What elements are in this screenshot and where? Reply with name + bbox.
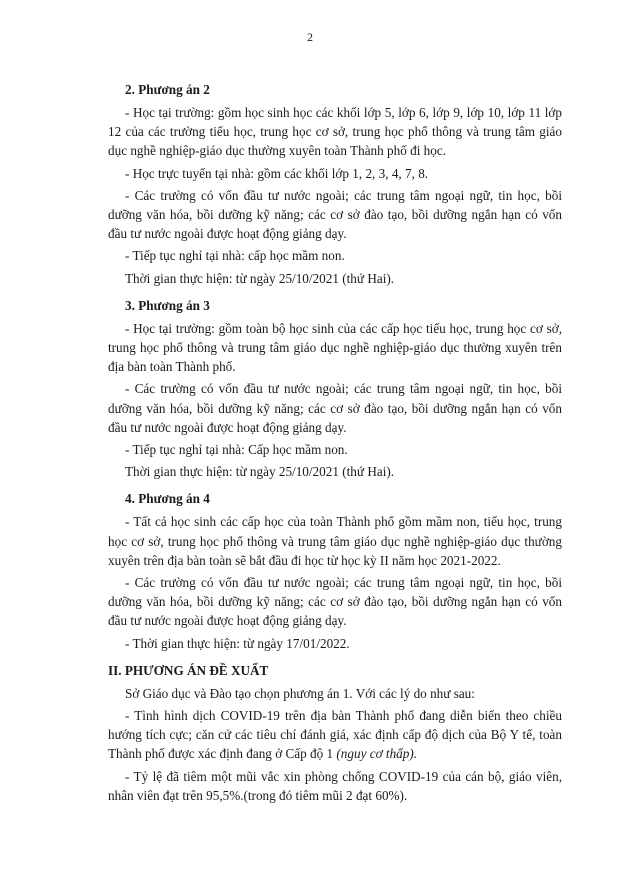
paragraph: - Các trường có vốn đầu tư nước ngoài; các trung tâm ngoại ngữ, tin học, bồi dưỡng văn hóa, bồi dưỡng kỹ năng; các cơ sở đào tạo, bồi dưỡng ngắn hạn có vốn đầu tư nước ngoài được hoạt động giảng dạy.: [108, 575, 562, 629]
paragraph: - Học tại trường: gồm toàn bộ học sinh của các cấp học tiểu học, trung học cơ sở, trung học phổ thông và trung tâm giáo dục nghề nghiệp-giáo dục thường xuyên trên địa bàn toàn Thành phố.: [108, 320, 562, 375]
paragraph: - Tỷ lệ đã tiêm một mũi vắc xin phòng chống COVID-19 của cán bộ, giáo viên, nhân viên đạt trên 95,5%.(trong đó tiêm mũi 2 đạt 60%).: [108, 768, 562, 803]
paragraph-text: - Tình hình dịch COVID-19 trên địa bàn Thành phố đang diễn biến theo chiều hướng tích cực; căn cứ các tiêu chí đánh giá, xác định cấp độ dịch của Bộ Y tế, toàn Thành phố được xác định đang ở Cấp độ 1: [108, 708, 562, 762]
paragraph: Sở Giáo dục và Đào tạo chọn phương án 1. Với các lý do như sau:: [125, 685, 475, 701]
paragraph: - Tất cả học sinh các cấp học của toàn Thành phố gồm mầm non, tiểu học, trung học cơ sở, trung học phổ thông và trung tâm giáo dục nghề nghiệp-giáo dục thường xuyên trên địa bàn toàn sẽ bắt đầu đi học từ học kỳ II năm học 2021-2022.: [108, 514, 562, 568]
paragraph: [108, 706, 562, 764]
paragraph: - Tiếp tục nghỉ tại nhà: Cấp học mầm non.: [125, 442, 348, 458]
page-number: 2: [307, 30, 313, 44]
section-heading-phuong-an-de-xuat: II. PHƯƠNG ÁN ĐỀ XUẤT: [108, 662, 269, 678]
paragraph: - Tiếp tục nghỉ tại nhà: cấp học mầm non.: [125, 248, 345, 264]
paragraph: - Các trường có vốn đầu tư nước ngoài; các trung tâm ngoại ngữ, tin học, bồi dưỡng văn hóa, bồi dưỡng kỹ năng; các cơ sở đào tạo, bồi dưỡng ngắn hạn có vốn đầu tư nước ngoài được hoạt động giảng dạy.: [108, 187, 562, 242]
section-heading-phuong-an-4: 4. Phương án 4: [125, 491, 210, 507]
paragraph-italic-text: (nguy cơ thấp).: [336, 746, 418, 762]
section-heading-phuong-an-3: 3. Phương án 3: [125, 297, 210, 313]
paragraph: Thời gian thực hiện: từ ngày 25/10/2021 (thứ Hai).: [125, 270, 395, 286]
paragraph: - Học tại trường: gồm học sinh học các khối lớp 5, lớp 6, lớp 9, lớp 10, lớp 11 lớp 12 của các trường tiểu học, trung học cơ sở, trung học phổ thông và trung tâm giáo dục nghề nghiệp-giáo dục thường xuyên toàn Thành phố đi học.: [108, 105, 562, 159]
paragraph: - Thời gian thực hiện: từ ngày 17/01/2022.: [125, 635, 350, 651]
paragraph: - Các trường có vốn đầu tư nước ngoài; các trung tâm ngoại ngữ, tin học, bồi dưỡng văn hóa, bồi dưỡng kỹ năng; các cơ sở đào tạo, bồi dưỡng ngắn hạn có vốn đầu tư nước ngoài được hoạt động giảng dạy.: [108, 381, 562, 435]
paragraph: Thời gian thực hiện: từ ngày 25/10/2021 (thứ Hai).: [125, 464, 395, 480]
paragraph: - Học trực tuyến tại nhà: gồm các khối lớp 1, 2, 3, 4, 7, 8.: [125, 165, 429, 181]
section-heading-phuong-an-2: 2. Phương án 2: [125, 82, 210, 97]
